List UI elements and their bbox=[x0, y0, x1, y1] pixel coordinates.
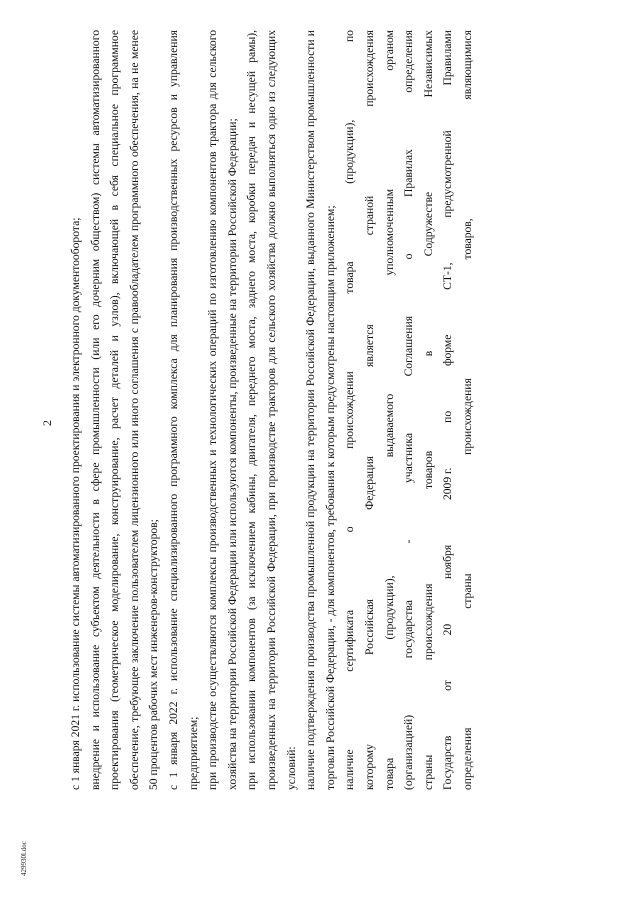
certificate-word: страны bbox=[460, 573, 474, 609]
certificate-word: определения bbox=[460, 727, 474, 790]
certificate-word: происхождения bbox=[460, 378, 474, 455]
certificate-word: участника bbox=[402, 433, 416, 484]
certificate-word: происхождения bbox=[362, 30, 376, 107]
certificate-word: в bbox=[421, 350, 435, 357]
certificate-word: уполномоченным bbox=[382, 188, 396, 276]
certificate-word: органом bbox=[382, 30, 396, 71]
certificate-word: товаров bbox=[421, 450, 435, 490]
certificate-word: страны bbox=[421, 754, 435, 790]
certificate-word: товара bbox=[382, 757, 396, 790]
certificate-word: предусмотренной bbox=[441, 130, 455, 218]
certificate-word: по bbox=[441, 410, 455, 423]
document-body bbox=[66, 30, 477, 790]
certificate-word: Независимых bbox=[421, 30, 435, 98]
certificate-word: (организацией) bbox=[402, 714, 416, 790]
certificate-word: - bbox=[402, 539, 416, 544]
certificate-word: государства bbox=[402, 600, 416, 659]
certificate-line bbox=[360, 30, 380, 790]
certificate-word: происхождения bbox=[421, 583, 435, 661]
paragraph: при использовании компонентов (за исключением кабины, двигателя, переднего моста, заднего моста, коробки передач и несущей рамы), произведенных на территории Российской Федерации, при производстве тракторов для сельского хозяйства должно выполняться одно из следующих условий: bbox=[245, 30, 298, 790]
certificate-word: Содружестве bbox=[421, 191, 435, 257]
certificate-word: происхождении bbox=[343, 371, 357, 449]
certificate-word: сертификата bbox=[343, 609, 357, 672]
certificate-word: наличие bbox=[343, 749, 357, 790]
certificate-line bbox=[419, 30, 439, 790]
certificate-line bbox=[438, 30, 458, 790]
certificate-block bbox=[340, 30, 477, 790]
certificate-word: по bbox=[343, 30, 357, 43]
certificate-word: Правилах bbox=[402, 149, 416, 197]
paragraph: с 1 января 2022 г. использование специализированного программного комплекса для планирования производственных ресурсов и управления предприятием; bbox=[166, 30, 200, 790]
certificate-word: о bbox=[402, 253, 416, 260]
page-number: 2 bbox=[40, 420, 54, 426]
paragraph: при производстве осуществляются комплексы производственных и технологических операций по изготовлению компонентов трактора для сельского хозяйства на территории Российской Федерации или используются компоненты, произведенные на территории Российской Федерации; bbox=[206, 30, 239, 790]
certificate-word: ноября bbox=[441, 544, 455, 579]
certificate-word: которому bbox=[362, 744, 376, 790]
certificate-word: Российская bbox=[362, 598, 376, 656]
certificate-line bbox=[399, 30, 419, 790]
certificate-word: от bbox=[441, 680, 455, 691]
file-name-note: 429930l.doc bbox=[20, 841, 28, 876]
certificate-word: Государств bbox=[441, 735, 455, 790]
certificate-line bbox=[458, 30, 478, 790]
certificate-word: 2009 г. bbox=[441, 467, 455, 501]
certificate-word: определения bbox=[402, 30, 416, 93]
paragraph: с 1 января 2021 г. использование системы автоматизированного проектирования и электронного документооборота; bbox=[69, 217, 82, 790]
certificate-word: выдаваемого bbox=[382, 393, 396, 458]
certificate-word: Соглашения bbox=[402, 315, 416, 377]
certificate-word: страной bbox=[362, 195, 376, 236]
certificate-line bbox=[340, 30, 360, 790]
certificate-word: (продукции), bbox=[382, 575, 396, 640]
paragraph: внедрение и использование субъектом деятельности в сфере промышленности (или его дочерним обществом) системы автоматизированного проектирования (геометрическое моделирование, конструирование, расчет деталей и узлов), включающей в себя специальное программное обеспечение, требующее заключение пользователем лицензионного или иного соглашения с правообладателем программного обеспечения, на не менее 50 процентов рабочих мест инженеров-конструкторов; bbox=[88, 30, 161, 790]
certificate-word: является bbox=[362, 324, 376, 367]
certificate-word: о bbox=[343, 526, 357, 533]
certificate-word: форме bbox=[441, 334, 455, 367]
certificate-line bbox=[380, 30, 400, 790]
certificate-word: Правилами bbox=[441, 30, 455, 86]
certificate-word: 20 bbox=[441, 623, 455, 636]
certificate-word: являющимися bbox=[460, 30, 474, 100]
certificate-word: Федерация bbox=[362, 456, 376, 510]
certificate-word: товаров, bbox=[460, 218, 474, 260]
certificate-word: СТ-1, bbox=[441, 262, 455, 290]
paragraph: наличие подтверждения производства промышленной продукции на территории Российской Федерации, выданного Министерством промышленности и торговли Российской Федерации, - для компонентов, требования к которым предусмотрены настоящим приложением; bbox=[304, 30, 337, 790]
rotated-page-content bbox=[40, 30, 477, 790]
certificate-word: (продукции), bbox=[343, 119, 357, 184]
certificate-word: товара bbox=[343, 261, 357, 294]
